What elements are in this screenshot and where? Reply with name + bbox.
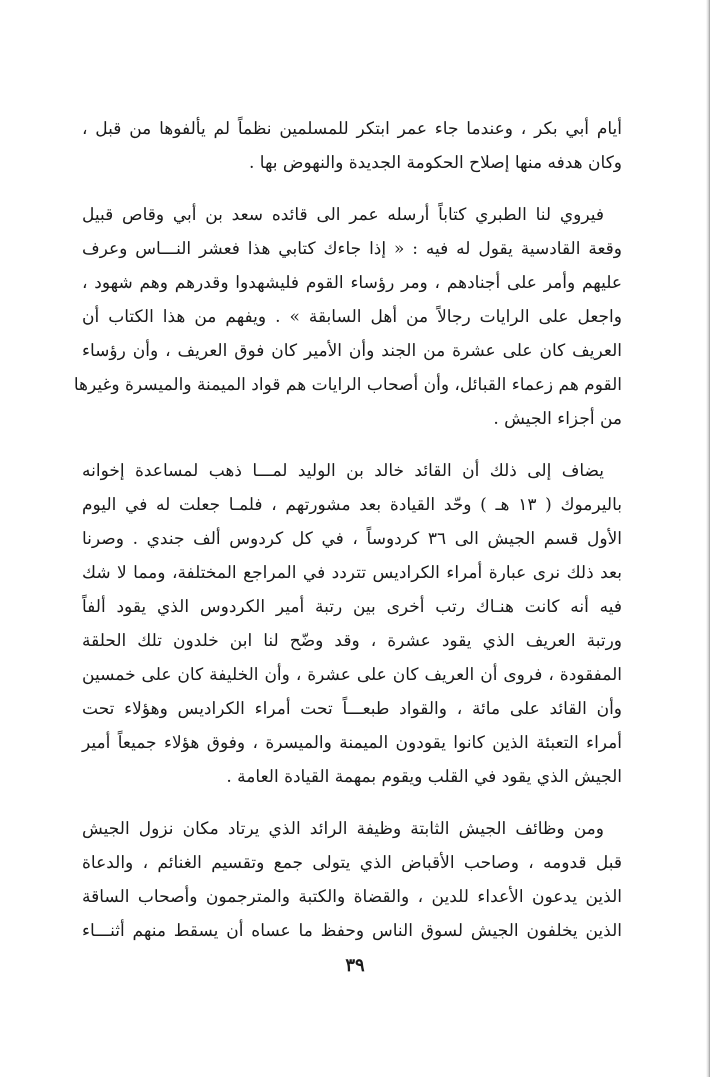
text-line: عليهم وأمر على أجنادهم ، ومر رؤساء القوم فليشهدوا وقدرهم وهم شهود ،: [82, 273, 622, 293]
text-line: وقعة القادسية يقول له فيه : « إذا جاءك كتابي هذا فعشر النـــاس وعرف: [82, 239, 622, 259]
text-line: باليرموك ( ١٣ هـ ) وحّد القيادة بعد مشورتهم ، فلمـا جعلت له في اليوم: [82, 495, 622, 515]
body-text: [73, 112, 623, 948]
text-line: الذين يخلفون الجيش لسوق الناس وحفظ ما عساه أن يسقط منهم أثنـــاء: [82, 921, 622, 941]
paragraph-1: [82, 112, 622, 180]
text-line: وكان هدفه منها إصلاح الحكومة الجديدة والنهوض بها .: [248, 153, 622, 173]
page-number: ٣٩: [345, 955, 365, 976]
text-line: بعد ذلك نرى عبارة أمراء الكراديس تتردد في المراجع المختلفة، ومما لا شك: [82, 563, 622, 583]
text-line: وأن القائد على مائة ، والقواد طبعـــاً تحت أمراء الكراديس وهؤلاء تحت: [82, 699, 622, 719]
text-line: فيروي لنا الطبري كتاباً أرسله عمر الى قائده سعد بن أبي وقاص قبيل: [82, 205, 604, 225]
text-line: ومن وظائف الجيش الثابتة وظيفة الرائد الذي يرتاد مكان نزول الجيش: [82, 819, 604, 839]
text-line: فيه أنه كانت هنـاك رتب أخرى بين رتبة أمير الكردوس الذي يقود ألفاً: [82, 597, 622, 617]
text-line: المفقودة ، فروى أن العريف كان على عشرة ، وأن الخليفة كان على خمسين: [82, 665, 622, 685]
scan-edge-shadow: [706, 0, 710, 1077]
text-line: أمراء التعبئة الذين كانوا يقودون الميمنة والميسرة ، وفوق هؤلاء جميعاً أمير: [82, 733, 622, 753]
text-line: أيام أبي بكر ، وعندما جاء عمر ابتكر للمسلمين نظماً لم يألفوها من قبل ،: [82, 119, 622, 139]
text-line: قبل قدومه ، وصاحب الأقباض الذي يتولى جمع وتقسيم الغنائم ، والدعاة: [82, 853, 622, 873]
paragraph-2: [73, 198, 622, 436]
paragraph-3: [82, 454, 622, 794]
text-line: القوم هم زعماء القبائل، وأن أصحاب الرايات هم قواد الميمنة والميسرة وغيرها: [73, 375, 622, 395]
text-line: العريف كان على عشرة من الجند وأن الأمير كان فوق العريف ، وأن رؤساء: [82, 341, 622, 361]
paragraph-4: [82, 812, 622, 948]
text-line: من أجزاء الجيش .: [493, 409, 622, 429]
text-line: واجعل على الرايات رجالاً من أهل السابقة » . ويفهم من هذا الكتاب أن: [82, 307, 622, 327]
text-line: الذين يدعون الأعداء للدين ، والقضاة والكتبة والمترجمون وأصحاب الساقة: [82, 887, 622, 907]
text-line: الأول قسم الجيش الى ٣٦ كردوساً ، في كل كردوس ألف جندي . وصرنا: [82, 529, 623, 549]
text-line: ورتبة العريف الذي يقود عشرة ، وقد وضّح لنا ابن خلدون تلك الحلقة: [82, 631, 622, 651]
text-line: يضاف إلى ذلك أن القائد خالد بن الوليد لمـــا ذهب لمساعدة إخوانه: [82, 461, 604, 481]
text-line: الجيش الذي يقود في القلب ويقوم بمهمة القيادة العامة .: [226, 767, 622, 787]
